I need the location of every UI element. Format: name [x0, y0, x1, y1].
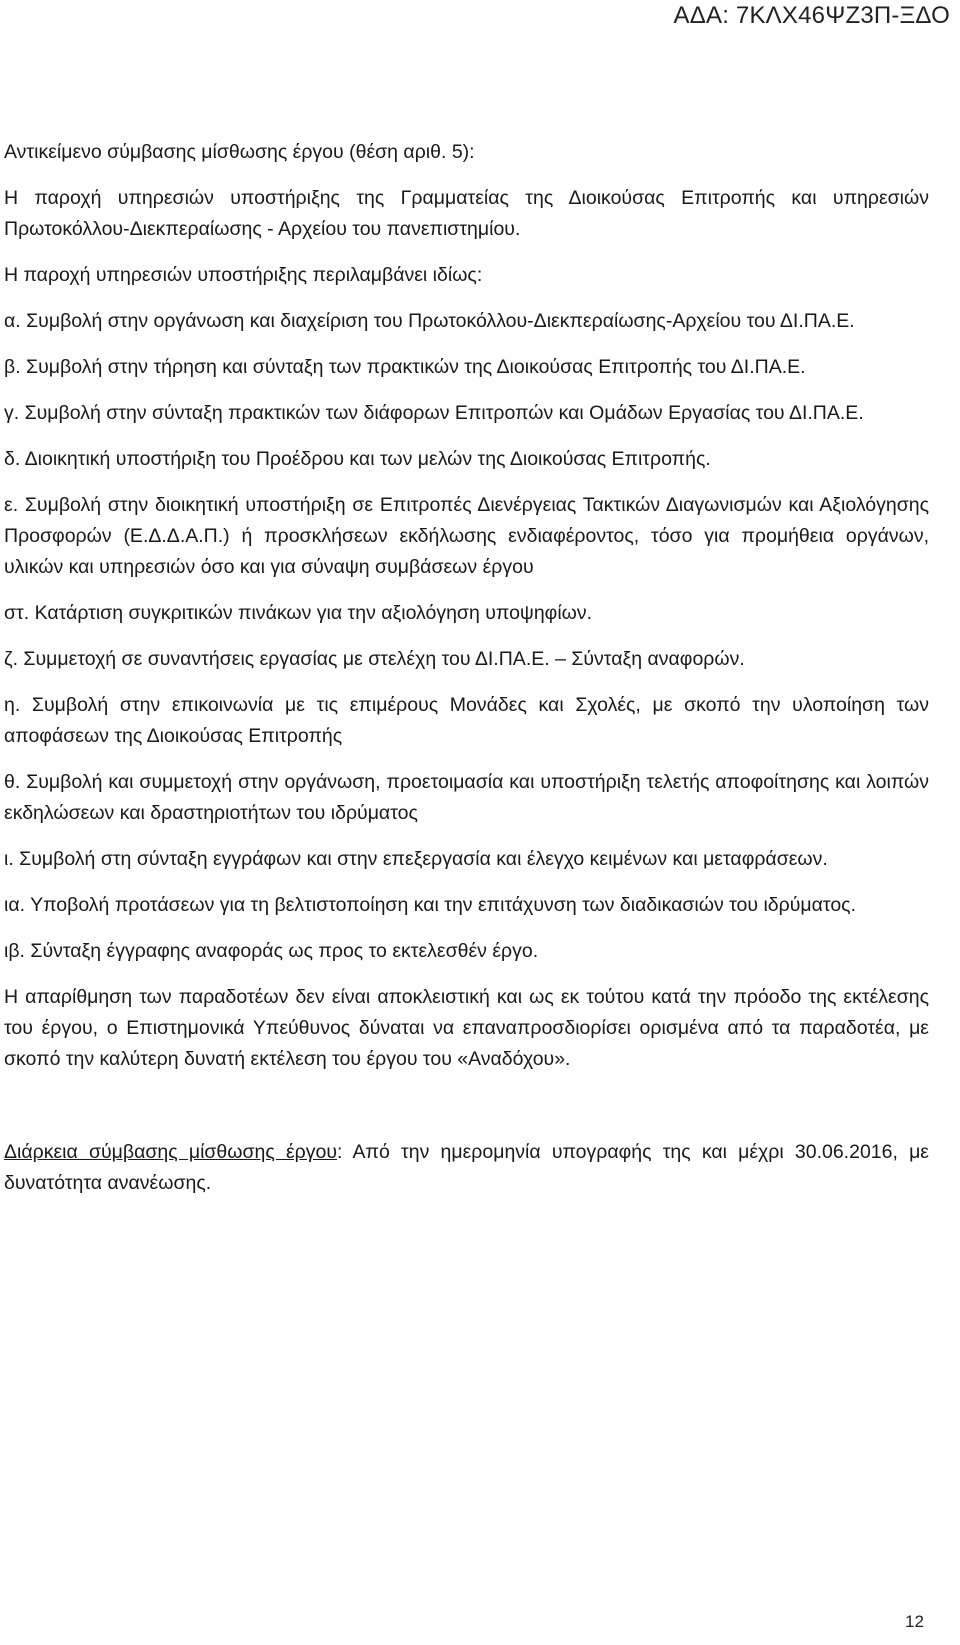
list-item-z: ζ. Συμμετοχή σε συναντήσεις εργασίας με στελέχη του ΔΙ.ΠΑ.Ε. – Σύνταξη αναφορών.: [4, 648, 745, 670]
list-item-c: γ. Συμβολή στην σύνταξη πρακτικών των διάφορων Επιτροπών και Ομάδων Εργασίας του ΔΙ.ΠΑ.Ε.: [4, 402, 864, 424]
list-item-e: ε. Συμβολή στην διοικητική υποστήριξη σε Επιτροπές Διενέργειας Τακτικών Διαγωνισμών και Αξιολόγησης Προσφορών (Ε.Δ.Δ.Α.Π.) ή προσκλήσεων εκδήλωσης ενδιαφέροντος, τόσο για προμήθεια οργάνων, υλικών και υπηρεσιών όσο και για σύναψη συμβάσεων έργου: [4, 494, 929, 578]
duration-label: Διάρκεια σύμβασης μίσθωσης έργου: [4, 1141, 338, 1163]
list-item-ib: ιβ. Σύνταξη έγγραφης αναφοράς ως προς το εκτελεσθέν έργο.: [4, 940, 539, 962]
duration-text: Από την ημερομηνία υπογραφής της και μέχρι 30.06.2016, με δυνατότητα ανανέωσης.: [4, 1141, 929, 1194]
list-item-ia: ια. Υποβολή προτάσεων για τη βελτιστοποίηση και την επιτάχυνση των διαδικασιών του ιδρύματος.: [4, 894, 857, 916]
duration-colon: :: [337, 1141, 343, 1163]
subject-heading: Αντικείμενο σύμβασης μίσθωσης έργου (θέση αριθ. 5):: [4, 141, 475, 163]
list-item-iota: ι. Συμβολή στη σύνταξη εγγράφων και στην επεξεργασία και έλεγχο κειμένων και μεταφράσεων.: [4, 848, 828, 870]
list-item-a: α. Συμβολή στην οργάνωση και διαχείριση του Πρωτοκόλλου-Διεκπεραίωσης-Αρχείου του ΔΙ.ΠΑ.Ε.: [4, 310, 855, 332]
duration-paragraph: [4, 1137, 929, 1199]
page-number: 12: [905, 1612, 924, 1631]
document-body: [4, 137, 929, 1214]
ada-code: ΑΔΑ: 7ΚΛΧ46ΨΖ3Π-ΞΔΟ: [673, 2, 950, 29]
list-item-st: στ. Κατάρτιση συγκριτικών πινάκων για την αξιολόγηση υποψηφίων.: [4, 602, 593, 624]
list-item-b: β. Συμβολή στην τήρηση και σύνταξη των πρακτικών της Διοικούσας Επιτροπής του ΔΙ.ΠΑ.Ε.: [4, 356, 806, 378]
list-item-i: η. Συμβολή στην επικοινωνία με τις επιμέρους Μονάδες και Σχολές, με σκοπό την υλοποίηση των αποφάσεων της Διοικούσας Επιτροπής: [4, 694, 929, 747]
list-item-th: θ. Συμβολή και συμμετοχή στην οργάνωση, προετοιμασία και υποστήριξη τελετής αποφοίτησης και λοιπών εκδηλώσεων και δραστηριοτήτων του ιδρύματος: [4, 771, 929, 824]
intro-paragraph: Η παροχή υπηρεσιών υποστήριξης της Γραμματείας της Διοικούσας Επιτροπής και υπηρεσιών Πρωτοκόλλου-Διεκπεραίωσης - Αρχείου του πανεπιστημίου.: [4, 187, 929, 240]
list-item-d: δ. Διοικητική υποστήριξη του Προέδρου και των μελών της Διοικούσας Επιτροπής.: [4, 448, 711, 470]
closing-paragraph: Η απαρίθμηση των παραδοτέων δεν είναι αποκλειστική και ως εκ τούτου κατά την πρόοδο της εκτέλεσης του έργου, ο Επιστημονικά Υπεύθυνος δύναται να επαναπροσδιορίσει ορισμένα από τα παραδοτέα, με σκοπό την καλύτερη δυνατή εκτέλεση του έργου του «Αναδόχου».: [4, 986, 929, 1070]
includes-paragraph: Η παροχή υπηρεσιών υποστήριξης περιλαμβάνει ιδίως:: [4, 264, 483, 286]
